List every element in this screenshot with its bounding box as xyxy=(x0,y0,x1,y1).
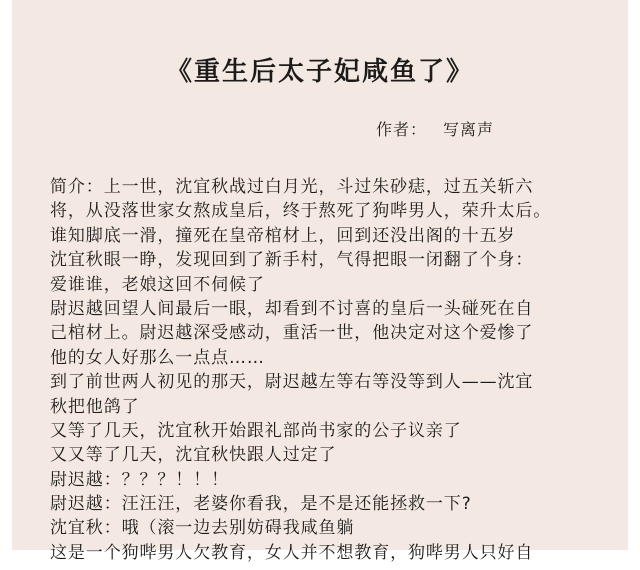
synopsis-body xyxy=(50,175,610,565)
book-title: 《重生后太子妃咸鱼了》 xyxy=(165,57,474,87)
author-name: 写离声 xyxy=(443,120,495,139)
synopsis-line: 这是一个狗哔男人欠教育，女人并不想教育，狗哔男人只好自 xyxy=(50,542,534,563)
synopsis-line: 己棺材上。尉迟越深受感动，重活一世，他决定对这个爱惨了 xyxy=(50,323,534,344)
synopsis-line: 爱谁谁，老娘这回不伺候了 xyxy=(50,274,265,295)
synopsis-line: 又又等了几天，沈宜秋快跟人过定了 xyxy=(50,445,337,466)
synopsis-line: 到了前世两人初见的那天，尉迟越左等右等没等到人——沈宜 xyxy=(50,372,534,393)
synopsis-line: 将，从没落世家女熬成皇后，终于熬死了狗哔男人，荣升太后。 xyxy=(50,201,552,222)
synopsis-line: 秋把他鸽了 xyxy=(50,396,140,417)
synopsis-line: 尉迟越回望人间最后一眼，却看到不讨喜的皇后一头碰死在自 xyxy=(50,298,534,319)
synopsis-line: 简介：上一世，沈宜秋战过白月光，斗过朱砂痣，过五关斩六 xyxy=(50,177,534,197)
synopsis-line: 尉迟越：汪汪汪，老婆你看我，是不是还能拯救一下? xyxy=(50,494,472,515)
author-label: 作者： xyxy=(376,120,428,139)
synopsis-line: 又等了几天，沈宜秋开始跟礼部尚书家的公子议亲了 xyxy=(50,420,462,441)
synopsis-line: 沈宜秋：哦（滚一边去别妨碍我咸鱼躺 xyxy=(50,518,355,539)
synopsis-line: 沈宜秋眼一睁，发现回到了新手村，气得把眼一闭翻了个身： xyxy=(50,250,534,271)
synopsis-line: 他的女人好那么一点点…… xyxy=(50,347,265,368)
document-page xyxy=(12,0,628,563)
synopsis-line: 谁知脚底一滑，撞死在皇帝棺材上，回到还没出阁的十五岁 xyxy=(50,225,516,246)
author-line xyxy=(376,118,494,142)
synopsis-line: 尉迟越：？？？！！！ xyxy=(50,469,229,490)
